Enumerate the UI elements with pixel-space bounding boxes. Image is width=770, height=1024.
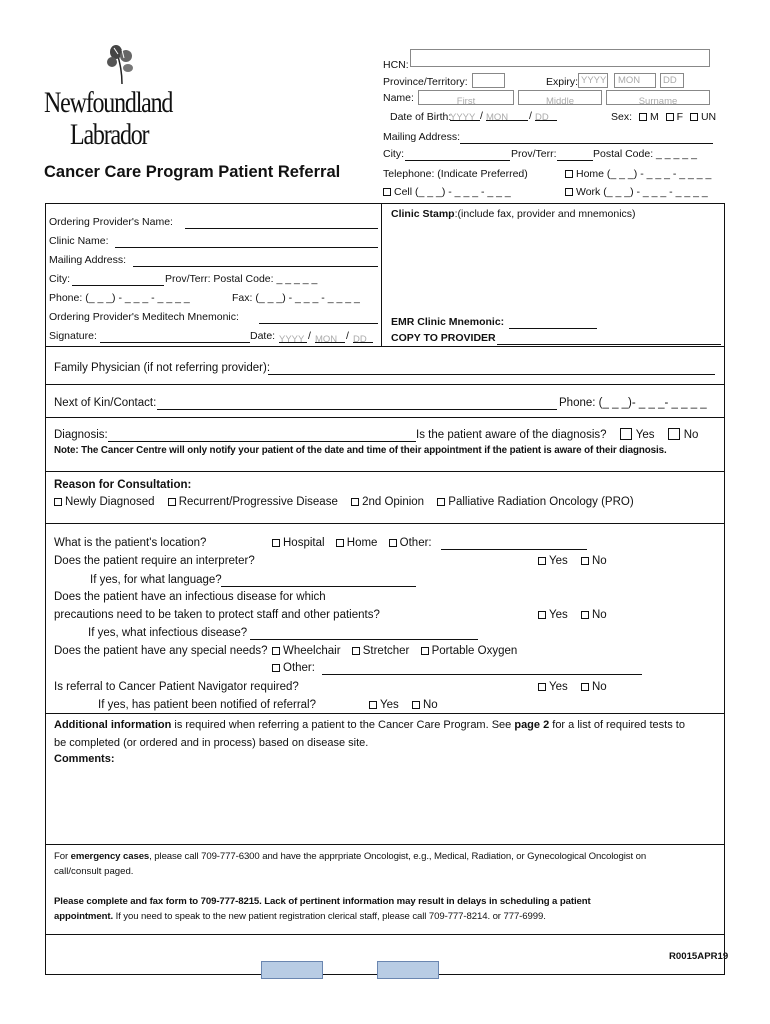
provider-date-month[interactable] bbox=[315, 329, 345, 343]
expiry-month-placeholder: MON bbox=[618, 75, 641, 86]
location-other-checkbox[interactable] bbox=[389, 539, 397, 547]
sex-f-checkbox[interactable] bbox=[666, 113, 674, 121]
additional-info-text1: is required when referring a patient to the Cancer Care Program. See bbox=[171, 719, 515, 731]
provider-date-month-placeholder: MON bbox=[315, 334, 338, 345]
infectious-question-2: precautions need to be taken to protect staff and other patients? bbox=[54, 609, 380, 621]
meditech-line[interactable] bbox=[259, 323, 378, 324]
emergency-body: , please call 709-777-6300 and have the apprpriate Oncologist, e.g., Medical, Radiation, or Gynecological Oncologist on bbox=[149, 851, 647, 862]
infectious-no-checkbox[interactable] bbox=[581, 611, 589, 619]
interpreter-no-label: No bbox=[591, 555, 607, 567]
reason-newly-diagnosed-checkbox[interactable] bbox=[54, 498, 62, 506]
home-phone-checkbox[interactable] bbox=[565, 170, 573, 178]
divider-6 bbox=[45, 713, 725, 714]
comments-area[interactable] bbox=[50, 768, 720, 840]
dob-sep2: / bbox=[529, 110, 532, 122]
diagnosis-line[interactable] bbox=[108, 441, 416, 442]
next-of-kin-line[interactable] bbox=[157, 409, 557, 410]
flower-icon bbox=[104, 44, 140, 84]
sex-m-label: M bbox=[649, 111, 659, 123]
telephone-label: Telephone: (Indicate Preferred) bbox=[383, 168, 528, 180]
reason-title: Reason for Consultation: bbox=[54, 479, 192, 491]
diagnosis-aware-yes-label: Yes bbox=[635, 429, 655, 441]
special-wheelchair-checkbox[interactable] bbox=[272, 647, 280, 655]
page-title: Cancer Care Program Patient Referral bbox=[44, 163, 341, 181]
navigator-notified-yes-checkbox[interactable] bbox=[369, 701, 377, 709]
cell-phone bbox=[383, 186, 511, 199]
provider-date-sep1: / bbox=[308, 330, 311, 342]
first-name-input[interactable] bbox=[418, 90, 514, 105]
print-button[interactable] bbox=[377, 961, 439, 979]
dob-label: Date of Birth: bbox=[390, 111, 452, 123]
sex-un-label: UN bbox=[700, 111, 717, 123]
hcn-label: HCN: bbox=[383, 59, 409, 71]
provider-date-label: Date: bbox=[250, 330, 276, 342]
location-question: What is the patient's location? bbox=[54, 537, 207, 549]
emergency-line2: call/consult paged. bbox=[54, 866, 134, 877]
location-other-label: Other: bbox=[399, 537, 432, 549]
infectious-question-1: Does the patient have an infectious disease for which bbox=[54, 591, 326, 603]
interpreter-yes-checkbox[interactable] bbox=[538, 557, 546, 565]
navigator-no-label: No bbox=[591, 681, 607, 693]
language-line[interactable] bbox=[221, 586, 416, 587]
work-phone-checkbox[interactable] bbox=[565, 188, 573, 196]
divider-4 bbox=[45, 471, 725, 472]
copy-to-provider-label: COPY TO PROVIDER bbox=[391, 332, 496, 344]
diagnosis-aware-yes-checkbox[interactable] bbox=[620, 428, 632, 440]
reason-options bbox=[54, 495, 634, 509]
provider-date-sep2: / bbox=[346, 330, 349, 342]
diagnosis-note: Note: The Cancer Centre will only notify your patient of the date and time of their appointment if the patient is aware of their diagnosis. bbox=[54, 445, 667, 456]
clinic-stamp-label: Clinic Stamp bbox=[391, 208, 455, 220]
family-physician-label: Family Physician (if not referring provider): bbox=[54, 362, 271, 374]
navigator-notified-yes-no bbox=[369, 698, 438, 712]
reason-second-opinion-label: 2nd Opinion bbox=[362, 496, 425, 508]
special-other bbox=[272, 661, 315, 675]
special-stretcher-checkbox[interactable] bbox=[352, 647, 360, 655]
provider-phone-label: Phone: (_ _ _) - _ _ _ - _ _ _ _ bbox=[49, 292, 190, 304]
language-question: If yes, for what language? bbox=[90, 574, 222, 586]
emr-mnemonic-line[interactable] bbox=[509, 328, 597, 329]
location-home-checkbox[interactable] bbox=[336, 539, 344, 547]
family-physician-line[interactable] bbox=[268, 374, 715, 375]
special-stretcher-label: Stretcher bbox=[362, 645, 410, 657]
logo-line2: Labrador bbox=[70, 118, 149, 151]
signature-line[interactable] bbox=[100, 342, 250, 343]
infectious-what-line[interactable] bbox=[250, 639, 478, 640]
divider-5 bbox=[45, 523, 725, 524]
provider-city-line[interactable] bbox=[72, 285, 164, 286]
infectious-yes-label: Yes bbox=[549, 609, 568, 621]
fax-instructions-line2 bbox=[54, 910, 546, 923]
name-label: Name: bbox=[383, 92, 414, 104]
location-hospital-checkbox[interactable] bbox=[272, 539, 280, 547]
sex-group bbox=[611, 111, 716, 124]
signature-label: Signature: bbox=[49, 330, 97, 342]
location-other-line[interactable] bbox=[441, 549, 587, 550]
special-needs-question: Does the patient have any special needs? bbox=[54, 645, 268, 657]
emergency-text bbox=[54, 850, 646, 863]
provider-prov-postal-label: Prov/Terr: Postal Code: _ _ _ _ _ bbox=[165, 273, 318, 285]
sex-label: Sex: bbox=[611, 111, 633, 123]
divider-3 bbox=[45, 417, 725, 418]
meditech-label: Ordering Provider's Meditech Mnemonic: bbox=[49, 311, 239, 323]
expiry-day-placeholder: DD bbox=[663, 75, 677, 86]
navigator-yes-no bbox=[538, 680, 607, 694]
dob-year[interactable] bbox=[450, 107, 480, 121]
diagnosis-label: Diagnosis: bbox=[54, 429, 108, 441]
submit-button[interactable] bbox=[261, 961, 323, 979]
diagnosis-aware-no-checkbox[interactable] bbox=[668, 428, 680, 440]
dob-day-placeholder: DD bbox=[535, 112, 549, 123]
interpreter-question: Does the patient require an interpreter? bbox=[54, 555, 255, 567]
work-phone-label: Work (_ _ _) - _ _ _ - _ _ _ _ bbox=[576, 186, 708, 198]
dob-year-placeholder: YYYY bbox=[450, 112, 476, 123]
navigator-notified-question: If yes, has patient been notified of referral? bbox=[98, 699, 316, 711]
interpreter-no-checkbox[interactable] bbox=[581, 557, 589, 565]
infectious-what-question: If yes, what infectious disease? bbox=[88, 627, 248, 639]
home-phone bbox=[565, 168, 711, 181]
special-other-line[interactable] bbox=[322, 674, 642, 675]
divider-8 bbox=[45, 934, 725, 935]
navigator-notified-no-checkbox[interactable] bbox=[412, 701, 420, 709]
provider-divider bbox=[381, 203, 382, 346]
dob-month-placeholder: MON bbox=[486, 112, 509, 123]
province-label: Province/Territory: bbox=[383, 76, 468, 88]
special-oxygen-checkbox[interactable] bbox=[421, 647, 429, 655]
provider-city-label: City: bbox=[49, 273, 70, 285]
provider-fax-label: Fax: (_ _ _) - _ _ _ - _ _ _ _ bbox=[232, 292, 360, 304]
dob-sep1: / bbox=[480, 110, 483, 122]
diagnosis-aware-question: Is the patient aware of the diagnosis? bbox=[416, 429, 607, 441]
work-phone bbox=[565, 186, 708, 199]
interpreter-yes-no bbox=[538, 554, 607, 568]
navigator-no-checkbox[interactable] bbox=[581, 683, 589, 691]
provider-mailing-line[interactable] bbox=[133, 266, 378, 267]
location-home-label: Home bbox=[346, 537, 378, 549]
provider-name-line[interactable] bbox=[185, 228, 378, 229]
additional-info-bold: Additional information bbox=[54, 719, 172, 731]
patient-city-label: City: bbox=[383, 148, 404, 160]
fax-instructions-body: If you need to speak to the new patient registration clerical staff, please call 709-777-8214. or 777-6999. bbox=[113, 911, 546, 922]
province-input[interactable] bbox=[472, 73, 505, 88]
additional-info-page2: page 2 bbox=[514, 719, 550, 731]
cell-phone-checkbox[interactable] bbox=[383, 188, 391, 196]
reason-second-opinion-checkbox[interactable] bbox=[351, 498, 359, 506]
patient-city-line[interactable] bbox=[405, 160, 510, 161]
clinic-name-label: Clinic Name: bbox=[49, 235, 109, 247]
emergency-bold: emergency cases bbox=[70, 851, 150, 862]
interpreter-yes-label: Yes bbox=[549, 555, 568, 567]
sex-un-checkbox[interactable] bbox=[690, 113, 698, 121]
comments-label: Comments: bbox=[54, 753, 115, 765]
infectious-yes-no bbox=[538, 608, 607, 622]
navigator-notified-no-label: No bbox=[422, 699, 438, 711]
logo-line1: Newfoundland bbox=[44, 86, 173, 119]
additional-info-text2: for a list of required tests to bbox=[549, 719, 685, 731]
location-hospital-label: Hospital bbox=[283, 537, 325, 549]
surname-placeholder: Surname bbox=[638, 96, 678, 107]
provider-mailing-label: Mailing Address: bbox=[49, 254, 127, 266]
provider-name-label: Ordering Provider's Name: bbox=[49, 216, 173, 228]
middle-name-input[interactable] bbox=[518, 90, 602, 105]
diagnosis-aware bbox=[416, 428, 698, 442]
special-needs-options bbox=[272, 644, 517, 658]
home-phone-label: Home (_ _ _) - _ _ _ - _ _ _ _ bbox=[576, 168, 712, 180]
patient-prov-line[interactable] bbox=[557, 160, 593, 161]
reason-recurrent-label: Recurrent/Progressive Disease bbox=[178, 496, 338, 508]
infectious-yes-checkbox[interactable] bbox=[538, 611, 546, 619]
clinic-stamp-heading bbox=[391, 208, 636, 221]
expiry-month-input[interactable] bbox=[614, 73, 656, 88]
expiry-day-input[interactable] bbox=[660, 73, 684, 88]
reason-pro-checkbox[interactable] bbox=[437, 498, 445, 506]
dob-day[interactable] bbox=[535, 107, 557, 121]
location-options bbox=[272, 536, 432, 550]
patient-postal-label: Postal Code: _ _ _ _ _ bbox=[593, 148, 697, 160]
expiry-year-input[interactable] bbox=[578, 73, 608, 88]
surname-input[interactable] bbox=[606, 90, 710, 105]
logo bbox=[44, 44, 184, 154]
patient-mailing-line[interactable] bbox=[460, 143, 713, 144]
emr-mnemonic-label: EMR Clinic Mnemonic: bbox=[391, 316, 505, 328]
reason-pro-label: Palliative Radiation Oncology (PRO) bbox=[448, 496, 634, 508]
next-of-kin-label: Next of Kin/Contact: bbox=[54, 397, 157, 409]
sex-f-label: F bbox=[676, 111, 684, 123]
patient-mailing-label: Mailing Address: bbox=[383, 131, 461, 143]
reason-newly-diagnosed-label: Newly Diagnosed bbox=[65, 496, 155, 508]
additional-info-line2: be completed (or ordered and in process) based on disease site. bbox=[54, 737, 369, 749]
navigator-question: Is referral to Cancer Patient Navigator required? bbox=[54, 681, 299, 693]
provider-date-day-placeholder: DD bbox=[353, 334, 367, 345]
provider-date-year[interactable] bbox=[279, 329, 307, 343]
provider-date-day[interactable] bbox=[353, 329, 373, 343]
infectious-no-label: No bbox=[591, 609, 607, 621]
form-code: R0015APR19 bbox=[669, 951, 729, 962]
special-oxygen-label: Portable Oxygen bbox=[431, 645, 518, 657]
cell-phone-label: Cell (_ _ _) - _ _ _ - _ _ _ bbox=[394, 186, 511, 198]
provider-date-year-placeholder: YYYY bbox=[279, 334, 305, 345]
divider-1 bbox=[45, 346, 725, 347]
expiry-year-placeholder: YYYY bbox=[581, 75, 607, 86]
additional-info-text bbox=[54, 718, 685, 732]
navigator-yes-checkbox[interactable] bbox=[538, 683, 546, 691]
navigator-notified-yes-label: Yes bbox=[380, 699, 399, 711]
copy-to-provider-line[interactable] bbox=[497, 344, 721, 345]
next-of-kin-phone: Phone: (_ _ _)- _ _ _- _ _ _ _ bbox=[559, 397, 707, 409]
emergency-pre: For bbox=[54, 851, 71, 862]
hcn-input[interactable] bbox=[410, 49, 710, 67]
clinic-stamp-note: :(include fax, provider and mnemonics) bbox=[454, 208, 636, 220]
divider-7 bbox=[45, 844, 725, 845]
fax-instructions: Please complete and fax form to 709-777-8215. Lack of pertinent information may result in delays in scheduling a patient bbox=[54, 896, 591, 907]
dob-month[interactable] bbox=[486, 107, 528, 121]
first-name-placeholder: First bbox=[456, 96, 476, 107]
reason-recurrent-checkbox[interactable] bbox=[168, 498, 176, 506]
special-other-label: Other: bbox=[283, 662, 315, 674]
clinic-name-line[interactable] bbox=[115, 247, 378, 248]
special-wheelchair-label: Wheelchair bbox=[283, 645, 341, 657]
diagnosis-aware-no-label: No bbox=[683, 429, 699, 441]
special-other-checkbox[interactable] bbox=[272, 664, 280, 672]
fax-appointment-bold: appointment. bbox=[54, 911, 114, 922]
patient-prov-label: Prov/Terr: bbox=[511, 148, 557, 160]
divider-2 bbox=[45, 384, 725, 385]
middle-name-placeholder: Middle bbox=[546, 96, 574, 107]
sex-m-checkbox[interactable] bbox=[639, 113, 647, 121]
navigator-yes-label: Yes bbox=[549, 681, 568, 693]
expiry-label: Expiry: bbox=[546, 76, 579, 88]
